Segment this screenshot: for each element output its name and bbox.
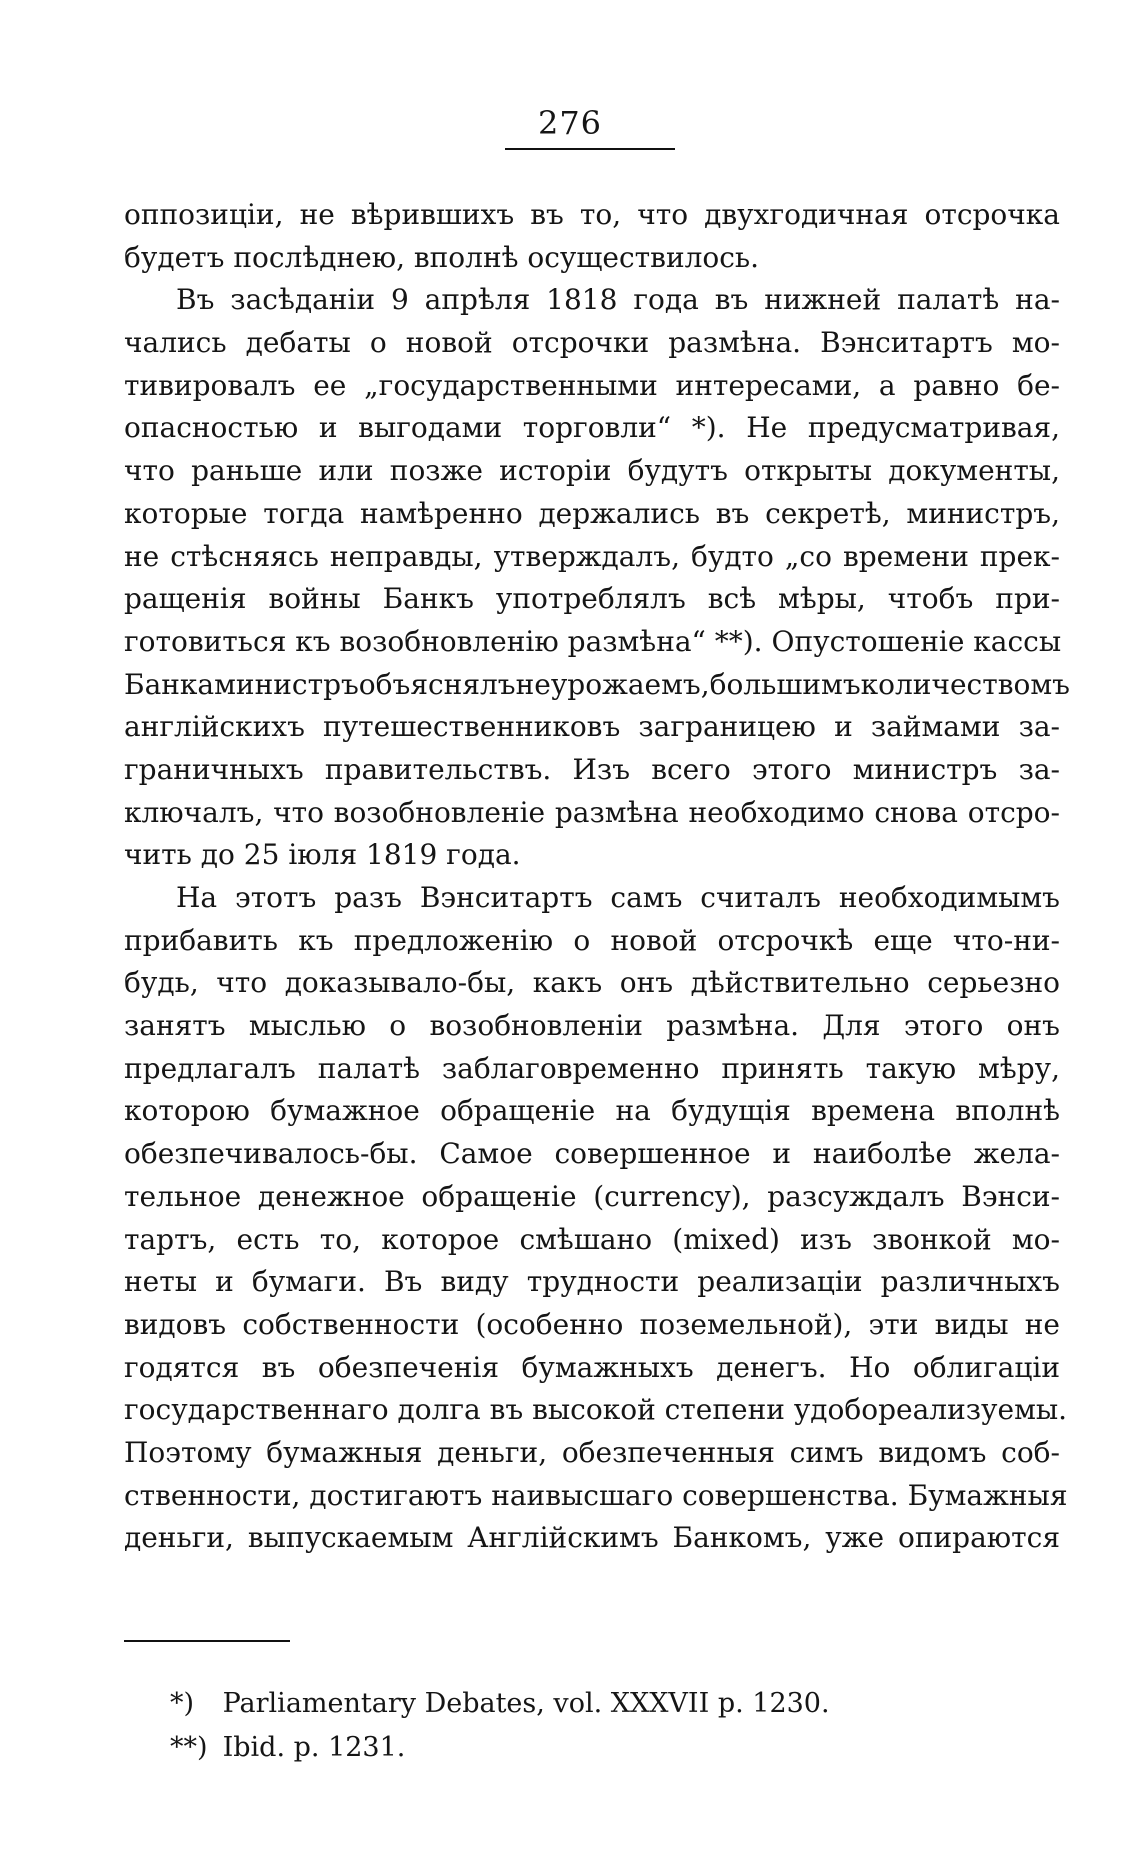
text-line: которые тогда намѣренно держались въ секретѣ, министръ, [124, 496, 1060, 530]
text-line: ключалъ, что возобновленіе размѣна необходимо снова отсро- [124, 795, 1060, 829]
text-line: прибавить къ предложенію о новой отсрочкѣ еще что-ни- [124, 923, 1060, 957]
text-line: обезпечивалось-бы. Самое совершенное и наиболѣе жела- [124, 1137, 1060, 1171]
text-line: будь, что доказывало-бы, какъ онъ дѣйствительно серьезно [124, 966, 1060, 1000]
text-line: тивировалъ ее „государственными интересами, а равно бе- [124, 368, 1060, 402]
footnote [170, 1726, 1050, 1770]
text-line: будетъ послѣднею, вполнѣ осуществилось. [124, 240, 760, 274]
text-line: годятся въ обезпеченія бумажныхъ денегъ. Но облигаціи [124, 1350, 1060, 1384]
text-line: готовиться къ возобновленію размѣна“ **). Опустошеніе кассы [124, 624, 1062, 658]
text-line: Банкаминистръобъяснялънеурожаемъ,большимъколичествомъ [124, 667, 1070, 701]
text-line: деньги, выпускаемым Англійскимъ Банкомъ, уже опираются [124, 1521, 1060, 1555]
footnote-mark: *) [170, 1688, 195, 1719]
text-line: граничныхъ правительствъ. Изъ всего этого министръ за- [124, 752, 1060, 786]
page-number: 276 [537, 104, 603, 142]
text-line: тельное денежное обращеніе (currency), разсуждалъ Вэнси- [124, 1179, 1060, 1213]
text-line: ственности, достигаютъ наивысшаго совершенства. Бумажныя [124, 1478, 1068, 1512]
footnote-mark: **) [170, 1732, 208, 1763]
footnote-text: Ibid. p. 1231. [222, 1732, 406, 1763]
text-line: англійскихъ путешественниковъ заграницею и займами за- [124, 710, 1060, 744]
text-line: предлагалъ палатѣ заблаговременно принять такую мѣру, [124, 1051, 1060, 1085]
text-line: Поэтому бумажныя деньги, обезпеченныя симъ видомъ соб- [124, 1435, 1060, 1469]
text-line: тартъ, есть то, которое смѣшано (mixed) изъ звонкой мо- [124, 1222, 1060, 1256]
text-line: чить до 25 іюля 1819 года. [124, 838, 521, 872]
text-line: не стѣсняясь неправды, утверждалъ, будто „со времени прек- [124, 539, 1060, 573]
text-line: опасностью и выгодами торговли“ *). Не предусматривая, [124, 411, 1060, 445]
text-line: ращенія войны Банкъ употреблялъ всѣ мѣры, чтобъ при- [124, 582, 1060, 616]
text-line: которою бумажное обращеніе на будущія времена вполнѣ [124, 1094, 1060, 1128]
footnote [170, 1682, 1050, 1726]
body-text [124, 194, 1070, 1560]
footnote-rule [124, 1640, 290, 1642]
text-line: На этотъ разъ Вэнситартъ самъ считалъ необходимымъ [176, 881, 1060, 914]
footnotes [170, 1682, 1050, 1770]
footnote-text: Parliamentary Debates, vol. XXXVII p. 1230. [222, 1688, 830, 1719]
text-line: неты и бумаги. Въ виду трудности реализаціи различныхъ [124, 1265, 1060, 1299]
header-rule [505, 148, 675, 150]
text-line: видовъ собственности (особенно поземельной), эти виды не [124, 1307, 1060, 1341]
text-line: Въ засѣданіи 9 апрѣля 1818 года въ нижней палатѣ на- [176, 283, 1060, 317]
text-line: занятъ мыслью о возобновленіи размѣна. Для этого онъ [124, 1009, 1060, 1043]
text-line: оппозиціи, не вѣрившихъ въ то, что двухгодичная отсрочка [124, 198, 1060, 231]
text-line: государственнаго долга въ высокой степени удобореализуемы. [124, 1393, 1068, 1427]
text-line: что раньше или позже исторіи будутъ открыты документы, [124, 454, 1060, 488]
text-line: чались дебаты о новой отсрочки размѣна. Вэнситартъ мо- [124, 326, 1060, 360]
